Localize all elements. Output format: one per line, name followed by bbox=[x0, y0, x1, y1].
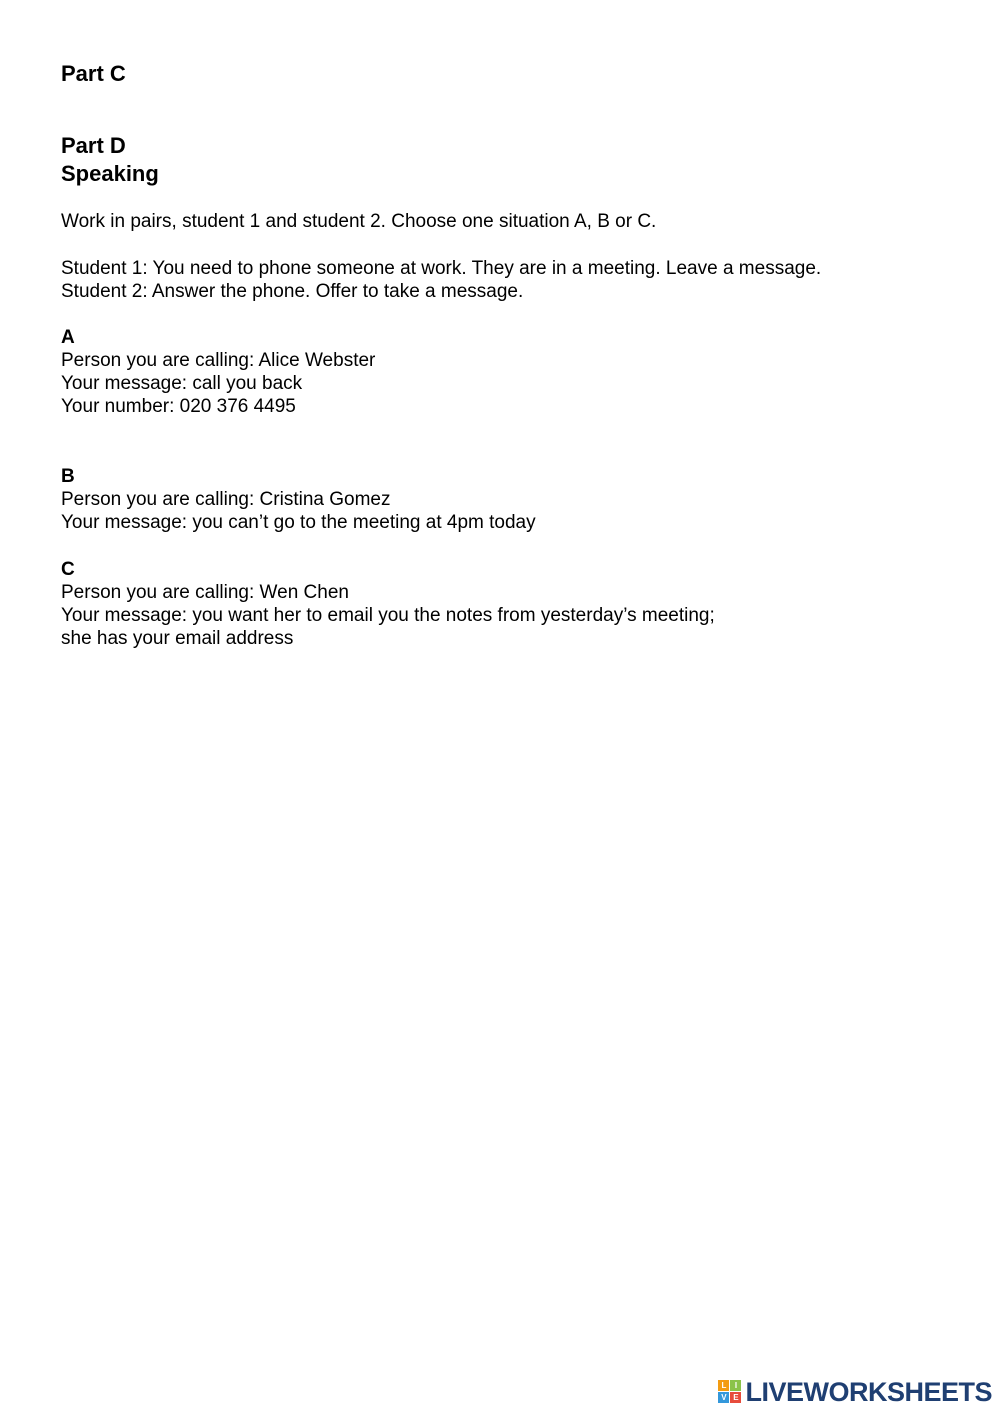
speaking-heading: Speaking bbox=[61, 161, 159, 186]
situation-a-line: Your message: call you back bbox=[61, 373, 303, 394]
student2-text: Student 2: Answer the phone. Offer to take a message. bbox=[61, 281, 524, 302]
part-d-heading: Part D bbox=[61, 133, 126, 158]
situation-b-line: Person you are calling: Cristina Gomez bbox=[61, 489, 391, 510]
situation-a-label: A bbox=[61, 327, 75, 348]
liveworksheets-logo-icon bbox=[718, 1380, 742, 1404]
logo-icon-letter: L bbox=[718, 1380, 729, 1391]
situation-c-line: she has your email address bbox=[61, 628, 294, 649]
logo-icon-letter: E bbox=[730, 1392, 741, 1403]
situation-c-line: Person you are calling: Wen Chen bbox=[61, 582, 349, 603]
logo-text: LIVEWORKSHEETS bbox=[745, 1376, 992, 1407]
liveworksheets-logo[interactable] bbox=[718, 1375, 992, 1409]
situation-b-label: B bbox=[61, 466, 75, 487]
situation-c-label: C bbox=[61, 559, 75, 580]
part-c-heading: Part C bbox=[61, 61, 126, 86]
logo-icon-letter: I bbox=[730, 1380, 741, 1391]
situation-a-line: Person you are calling: Alice Webster bbox=[61, 350, 376, 371]
situation-c-line: Your message: you want her to email you the notes from yesterday’s meeting; bbox=[61, 605, 715, 626]
situation-a-line: Your number: 020 376 4495 bbox=[61, 396, 296, 417]
logo-icon-letter: V bbox=[718, 1392, 729, 1403]
student1-text: Student 1: You need to phone someone at work. They are in a meeting. Leave a message. bbox=[61, 258, 822, 279]
situation-b-line: Your message: you can’t go to the meeting at 4pm today bbox=[61, 512, 536, 533]
instructions-text: Work in pairs, student 1 and student 2. Choose one situation A, B or C. bbox=[61, 211, 657, 232]
